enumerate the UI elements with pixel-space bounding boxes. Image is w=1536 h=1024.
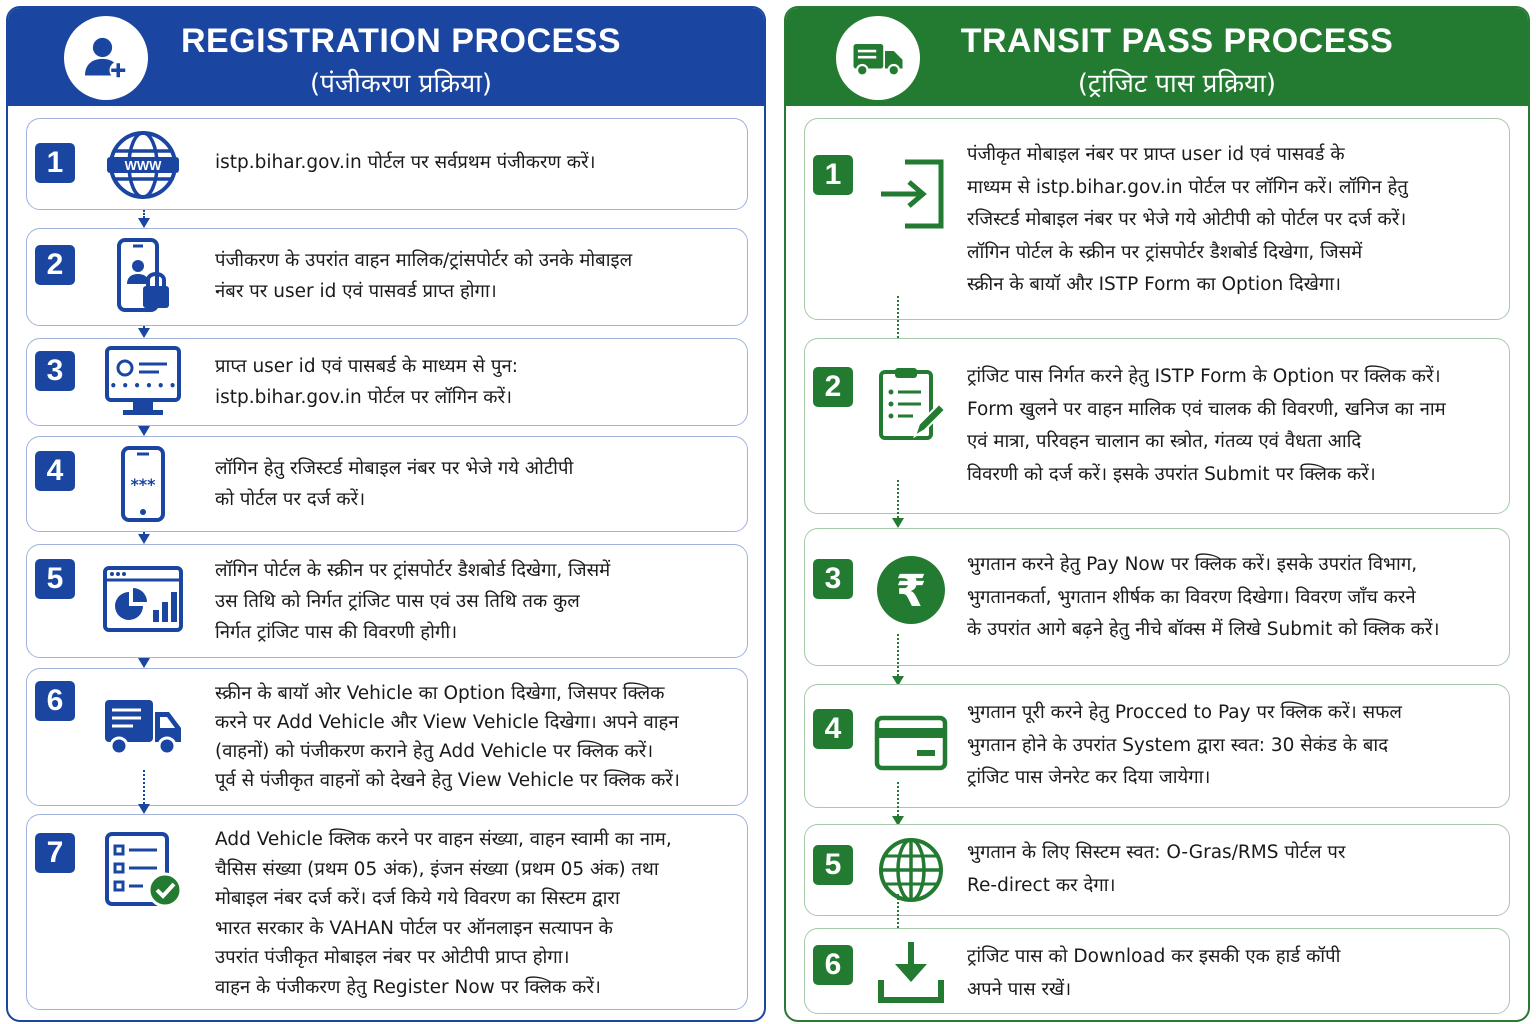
registration-step-2 xyxy=(26,228,748,326)
transit-step-6 xyxy=(804,928,1510,1014)
checklist-verified-icon xyxy=(99,831,187,909)
download-icon xyxy=(867,933,955,1011)
registration-header xyxy=(8,8,764,106)
step-text: स्क्रीन के बायॉ ओर Vehicle का Option दिखेगा, जिसपर क्लिक करने पर Add Vehicle और View Vehicle दिखेगा। अपने वाहन (वाहनों) को पंजीकरण कराने हेतु Add Vehicle पर क्लिक करें। पूर्व से पंजीकृत वाहनों को देखने हेतु View Vehicle पर क्लिक करें। xyxy=(215,683,680,791)
step-text: भुगतान पूरी करने हेतु Procced to Pay पर क्लिक करें। सफल भुगतान होने के उपरांत System द्वारा स्वत: 30 सेकंड के बाद ट्रांजिट पास जेनरेट कर दिया जायेगा। xyxy=(967,702,1402,788)
step-text: लॉगिन हेतु रजिस्टर्ड मोबाइल नंबर पर भेजे गये ओटीपी को पोर्टल पर दर्ज करें। xyxy=(215,458,574,510)
step-text: भुगतान के लिए सिस्टम स्वत: O-Gras/RMS पोर्टल पर Re-direct कर देगा। xyxy=(967,842,1346,896)
clipboard-form-icon xyxy=(867,365,955,443)
mobile-otp-icon xyxy=(99,445,187,523)
monitor-login-icon xyxy=(99,343,187,421)
step-number: 5 xyxy=(35,559,75,599)
registration-panel xyxy=(6,6,766,1022)
step-text: istp.bihar.gov.in पोर्टल पर सर्वप्रथम पंजीकरण करें। xyxy=(215,152,596,173)
registration-step-3 xyxy=(26,338,748,426)
registration-step-5 xyxy=(26,544,748,658)
step-text: भुगतान करने हेतु Pay Now पर क्लिक करें। इसके उपरांत विभाग, भुगतानकर्ता, भुगतान शीर्षक का विवरण दिखेगा। विवरण जॉंच करने के उपरांत आगे बढ़ने हेतु नीचे बॉक्स में लिखे Submit को क्लिक करें। xyxy=(967,554,1440,640)
svg-text:• • • • • •: • • • • • • xyxy=(109,379,177,393)
transit-subtitle: (ट्रांजिट पास प्रक्रिया) xyxy=(1077,69,1277,99)
globe-icon xyxy=(867,831,955,909)
step-text: पंजीकरण के उपरांत वाहन मालिक/ट्रांसपोर्टर को उनके मोबाइल नंबर पर user id एवं पासवर्ड प्राप्त होगा। xyxy=(215,250,633,302)
step-number: 2 xyxy=(35,245,75,285)
registration-title: REGISTRATION PROCESS xyxy=(180,22,622,60)
step-text: पंजीकृत मोबाइल नंबर पर प्राप्त user id एवं पासवर्ड के माध्यम से istp.bihar.gov.in पोर्टल पर लॉगिन करें। लॉगिन हेतु रजिस्टर्ड मोबाइल नंबर पर भेजे गये ओटीपी को पोर्टल पर दर्ज करें। लॉगिन पोर्टल के स्क्रीन पर ट्रांसपोर्टर डैशबोर्ड दिखेगा, जिसमें स्क्रीन के बायॉ और ISTP Form का Option दिखेगा। xyxy=(967,144,1408,295)
rupee-icon xyxy=(867,551,955,629)
registration-step-1 xyxy=(26,118,748,210)
transit-step-1 xyxy=(804,118,1510,320)
step-number: 3 xyxy=(813,559,853,599)
step-number: 4 xyxy=(813,709,853,749)
connector-arrow xyxy=(138,770,150,814)
svg-text:₹: ₹ xyxy=(895,566,927,617)
truck-icon xyxy=(99,689,187,767)
registration-step-6 xyxy=(26,668,748,806)
transit-panel xyxy=(784,6,1530,1022)
connector-arrow xyxy=(138,326,150,338)
transit-title: TRANSIT PASS PROCESS xyxy=(960,22,1394,60)
connector-arrow xyxy=(138,426,150,436)
connector-arrow xyxy=(138,210,150,228)
registration-step-7 xyxy=(26,814,748,1010)
transit-step-3 xyxy=(804,528,1510,666)
registration-subtitle: (पंजीकरण प्रक्रिया) xyxy=(309,69,493,99)
step-text: ट्रांजिट पास निर्गत करने हेतु ISTP Form के Option पर क्लिक करें। Form खुलने पर वाहन मालिक एवं चालक की विवरणी, खनिज का नाम एवं मात्रा, परिवहन चालान का स्त्रोत, गंतव्य एवं वैधता आदि विवरणी को दर्ज करें। इसके उपरांत Submit पर क्लिक करें। xyxy=(967,366,1446,485)
step-text: प्राप्त user id एवं पासबर्ड के माध्यम से पुन: istp.bihar.gov.in पोर्टल पर लॉगिन करें। xyxy=(215,356,518,408)
step-number: 4 xyxy=(35,451,75,491)
transit-step-4 xyxy=(804,684,1510,808)
credit-card-icon xyxy=(867,705,955,783)
step-text: Add Vehicle क्लिक करने पर वाहन संख्या, वाहन स्वामी का नाम, चैसिस संख्या (प्रथम 05 अंक), इंजन संख्या (प्रथम 05 अंक) तथा मोबाइल नंबर दर्ज करें। दर्ज किये गये विवरण का सिस्टम द्वारा भारत सरकार के VAHAN पोर्टल पर ऑनलाइन सत्यापन के उपरांत पंजीकृत मोबाइल नंबर पर ओटीपी प्राप्त होगा। वाहन के पंजीकरण हेतु Register Now पर क्लिक करें। xyxy=(215,829,672,998)
connector-arrow xyxy=(892,782,904,826)
transit-step-2 xyxy=(804,338,1510,514)
connector-arrow xyxy=(138,658,150,668)
registration-step-4 xyxy=(26,436,748,532)
step-number: 6 xyxy=(813,945,853,985)
user-add-icon xyxy=(64,16,148,100)
step-number: 5 xyxy=(813,845,853,885)
svg-text:***: *** xyxy=(130,475,156,494)
step-number: 3 xyxy=(35,351,75,391)
step-text: लॉगिन पोर्टल के स्क्रीन पर ट्रांसपोर्टर डैशबोर्ड दिखेगा, जिसमें उस तिथि को निर्गत ट्रांजिट पास एवं उस तिथि तक कुल निर्गत ट्रांजिट पास की विवरणी होगी। xyxy=(215,560,611,643)
globe-www-icon xyxy=(99,126,187,204)
transit-step-5 xyxy=(804,824,1510,916)
delivery-truck-icon xyxy=(836,16,920,100)
connector-arrow xyxy=(892,634,904,686)
step-number: 2 xyxy=(813,367,853,407)
svg-text:WWW: WWW xyxy=(124,158,162,173)
transit-header xyxy=(786,8,1528,106)
step-number: 1 xyxy=(813,155,853,195)
step-number: 6 xyxy=(35,681,75,721)
connector-arrow xyxy=(892,480,904,528)
step-number: 1 xyxy=(35,143,75,183)
mobile-user-lock-icon xyxy=(99,237,187,315)
step-number: 7 xyxy=(35,833,75,873)
step-text: ट्रांजिट पास को Download कर इसकी एक हार्ड कॉपी अपने पास रखें। xyxy=(967,946,1341,1000)
connector-arrow xyxy=(138,532,150,544)
dashboard-chart-icon xyxy=(99,561,187,639)
login-arrow-icon xyxy=(867,155,955,233)
